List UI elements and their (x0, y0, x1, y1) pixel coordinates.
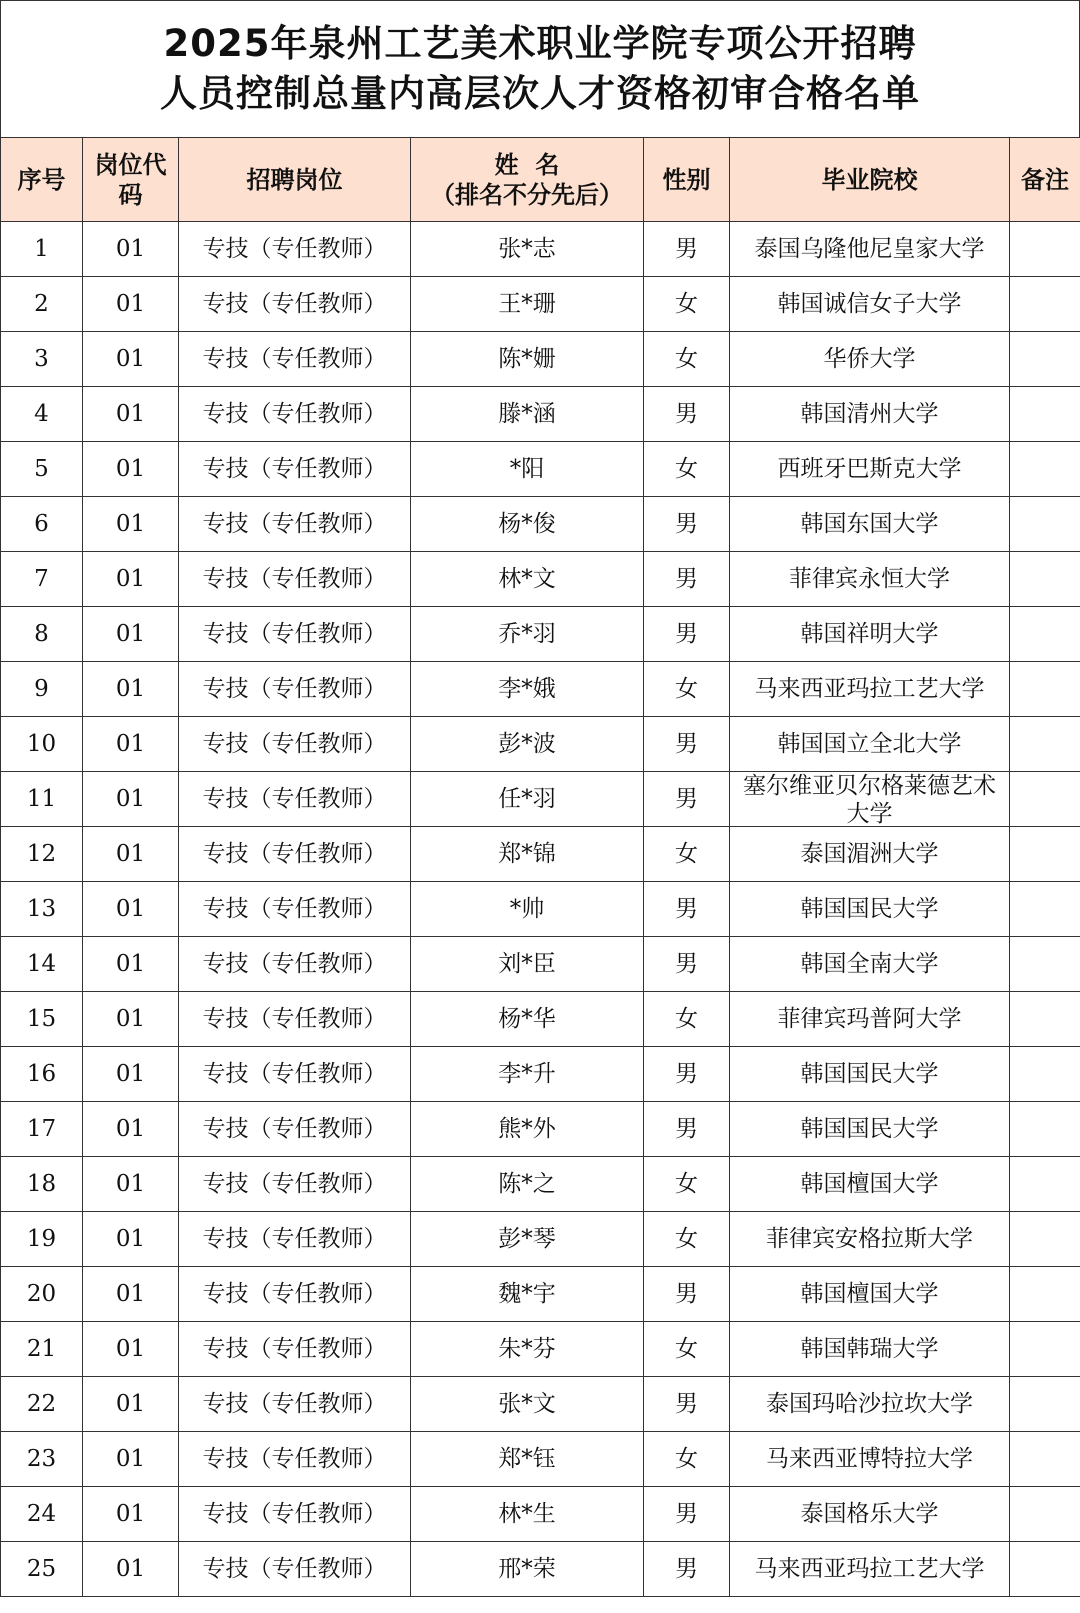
cell-seq: 3 (1, 332, 83, 387)
cell-post: 专技（专任教师） (179, 1047, 411, 1102)
cell-name: 彭*琴 (411, 1212, 644, 1267)
cell-note (1010, 1487, 1080, 1542)
cell-name: 乔*羽 (411, 607, 644, 662)
table-row (1, 1487, 1080, 1542)
table-row (1, 277, 1080, 332)
cell-name: *阳 (411, 442, 644, 497)
table-row (1, 607, 1080, 662)
cell-gender: 男 (644, 772, 730, 827)
cell-seq: 4 (1, 387, 83, 442)
cell-note (1010, 497, 1080, 552)
table-row (1, 1157, 1080, 1212)
cell-code: 01 (83, 937, 179, 992)
cell-code: 01 (83, 552, 179, 607)
cell-code: 01 (83, 1102, 179, 1157)
cell-school (730, 1542, 1010, 1597)
cell-gender: 女 (644, 332, 730, 387)
cell-note (1010, 992, 1080, 1047)
cell-seq: 15 (1, 992, 83, 1047)
cell-note (1010, 1212, 1080, 1267)
cell-school (730, 387, 1010, 442)
table-row (1, 1377, 1080, 1432)
school-text: 韩国国民大学 (800, 1116, 939, 1142)
cell-seq: 14 (1, 937, 83, 992)
title-line-1: 2025年泉州工艺美术职业学院专项公开招聘 (163, 22, 917, 65)
cell-name: 邢*荣 (411, 1542, 644, 1597)
cell-name: 彭*波 (411, 717, 644, 772)
header-gender: 性别 (644, 138, 730, 222)
school-text: 韩国诚信女子大学 (777, 291, 962, 317)
cell-seq: 20 (1, 1267, 83, 1322)
cell-gender: 女 (644, 442, 730, 497)
table-row (1, 1542, 1080, 1597)
cell-code: 01 (83, 772, 179, 827)
cell-code: 01 (83, 1322, 179, 1377)
header-name-note: （排名不分先后） (431, 180, 623, 209)
cell-school (730, 827, 1010, 882)
cell-code: 01 (83, 717, 179, 772)
table-row (1, 772, 1080, 827)
cell-post: 专技（专任教师） (179, 937, 411, 992)
cell-note (1010, 1432, 1080, 1487)
cell-seq: 25 (1, 1542, 83, 1597)
school-text: 韩国韩瑞大学 (800, 1336, 939, 1362)
cell-note (1010, 552, 1080, 607)
cell-seq: 19 (1, 1212, 83, 1267)
cell-seq: 12 (1, 827, 83, 882)
document-title (0, 0, 1080, 137)
school-text: 韩国檀国大学 (800, 1281, 939, 1307)
school-text: 华侨大学 (823, 346, 916, 372)
cell-school (730, 1157, 1010, 1212)
cell-name: 林*生 (411, 1487, 644, 1542)
cell-gender: 男 (644, 497, 730, 552)
cell-gender: 男 (644, 387, 730, 442)
cell-gender: 男 (644, 1487, 730, 1542)
cell-school (730, 772, 1010, 827)
cell-code: 01 (83, 992, 179, 1047)
cell-code: 01 (83, 387, 179, 442)
cell-name: 朱*芬 (411, 1322, 644, 1377)
school-text: 泰国乌隆他尼皇家大学 (754, 236, 985, 262)
cell-code: 01 (83, 277, 179, 332)
table-row (1, 552, 1080, 607)
cell-code: 01 (83, 827, 179, 882)
candidate-table (0, 137, 1080, 1597)
cell-school (730, 1267, 1010, 1322)
cell-school (730, 222, 1010, 277)
cell-post: 专技（专任教师） (179, 1322, 411, 1377)
school-text: 泰国玛哈沙拉坎大学 (766, 1391, 973, 1417)
table-header (1, 138, 1080, 222)
cell-note (1010, 772, 1080, 827)
cell-school (730, 1487, 1010, 1542)
cell-note (1010, 1157, 1080, 1212)
cell-post: 专技（专任教师） (179, 662, 411, 717)
school-text: 韩国檀国大学 (800, 1171, 939, 1197)
cell-code: 01 (83, 222, 179, 277)
cell-seq: 21 (1, 1322, 83, 1377)
cell-gender: 男 (644, 1047, 730, 1102)
cell-note (1010, 222, 1080, 277)
cell-seq: 18 (1, 1157, 83, 1212)
cell-seq: 24 (1, 1487, 83, 1542)
header-name-label: 姓 名 (494, 150, 560, 179)
cell-post: 专技（专任教师） (179, 717, 411, 772)
table-row (1, 937, 1080, 992)
table-row (1, 1267, 1080, 1322)
cell-gender: 男 (644, 937, 730, 992)
cell-post: 专技（专任教师） (179, 1542, 411, 1597)
school-text: 菲律宾安格拉斯大学 (766, 1226, 973, 1252)
cell-name: 郑*锦 (411, 827, 644, 882)
cell-note (1010, 1047, 1080, 1102)
cell-name: 张*志 (411, 222, 644, 277)
school-text: 韩国国民大学 (800, 896, 939, 922)
cell-name: 王*珊 (411, 277, 644, 332)
cell-school (730, 277, 1010, 332)
table-row (1, 1322, 1080, 1377)
cell-code: 01 (83, 497, 179, 552)
table-row (1, 717, 1080, 772)
cell-gender: 女 (644, 1157, 730, 1212)
cell-gender: 男 (644, 552, 730, 607)
cell-code: 01 (83, 1047, 179, 1102)
cell-name: 林*文 (411, 552, 644, 607)
cell-gender: 女 (644, 992, 730, 1047)
cell-post: 专技（专任教师） (179, 442, 411, 497)
cell-school (730, 442, 1010, 497)
cell-seq: 8 (1, 607, 83, 662)
table-row (1, 1102, 1080, 1157)
school-text: 韩国东国大学 (800, 511, 939, 537)
cell-seq: 17 (1, 1102, 83, 1157)
cell-gender: 男 (644, 717, 730, 772)
cell-note (1010, 1267, 1080, 1322)
cell-name: 刘*臣 (411, 937, 644, 992)
cell-note (1010, 607, 1080, 662)
cell-note (1010, 937, 1080, 992)
cell-note (1010, 717, 1080, 772)
school-text: 马来西亚玛拉工艺大学 (754, 676, 985, 702)
cell-name: *帅 (411, 882, 644, 937)
cell-code: 01 (83, 662, 179, 717)
cell-school (730, 1432, 1010, 1487)
school-text: 塞尔维亚贝尔格莱德艺术大学 (743, 773, 996, 826)
cell-gender: 男 (644, 222, 730, 277)
cell-school (730, 662, 1010, 717)
school-text: 韩国祥明大学 (800, 621, 939, 647)
cell-school (730, 607, 1010, 662)
header-code: 岗位代码 (83, 138, 179, 222)
cell-seq: 2 (1, 277, 83, 332)
cell-name: 魏*宇 (411, 1267, 644, 1322)
cell-seq: 6 (1, 497, 83, 552)
cell-seq: 23 (1, 1432, 83, 1487)
cell-name: 杨*华 (411, 992, 644, 1047)
cell-note (1010, 1102, 1080, 1157)
header-seq: 序号 (1, 138, 83, 222)
cell-gender: 女 (644, 1212, 730, 1267)
table-row (1, 387, 1080, 442)
cell-gender: 男 (644, 1542, 730, 1597)
cell-name: 郑*钰 (411, 1432, 644, 1487)
table-row (1, 497, 1080, 552)
cell-name: 杨*俊 (411, 497, 644, 552)
title-line-2: 人员控制总量内高层次人才资格初审合格名单 (160, 72, 920, 115)
cell-post: 专技（专任教师） (179, 552, 411, 607)
school-text: 西班牙巴斯克大学 (777, 456, 962, 482)
cell-post: 专技（专任教师） (179, 222, 411, 277)
table-row (1, 442, 1080, 497)
cell-school (730, 1322, 1010, 1377)
cell-seq: 1 (1, 222, 83, 277)
cell-name: 熊*外 (411, 1102, 644, 1157)
cell-code: 01 (83, 1157, 179, 1212)
cell-school (730, 332, 1010, 387)
cell-post: 专技（专任教师） (179, 1377, 411, 1432)
cell-school (730, 552, 1010, 607)
header-post: 招聘岗位 (179, 138, 411, 222)
cell-gender: 女 (644, 662, 730, 717)
table-body (1, 222, 1080, 1597)
cell-seq: 11 (1, 772, 83, 827)
table-row (1, 882, 1080, 937)
cell-gender: 男 (644, 1267, 730, 1322)
cell-note (1010, 882, 1080, 937)
cell-note (1010, 442, 1080, 497)
cell-note (1010, 277, 1080, 332)
cell-gender: 男 (644, 882, 730, 937)
cell-seq: 10 (1, 717, 83, 772)
cell-seq: 22 (1, 1377, 83, 1432)
cell-post: 专技（专任教师） (179, 992, 411, 1047)
cell-post: 专技（专任教师） (179, 1487, 411, 1542)
cell-school (730, 497, 1010, 552)
cell-school (730, 882, 1010, 937)
cell-post: 专技（专任教师） (179, 1212, 411, 1267)
cell-name: 李*升 (411, 1047, 644, 1102)
cell-seq: 7 (1, 552, 83, 607)
cell-name: 陈*姗 (411, 332, 644, 387)
cell-code: 01 (83, 1377, 179, 1432)
cell-code: 01 (83, 1212, 179, 1267)
cell-post: 专技（专任教师） (179, 387, 411, 442)
cell-gender: 男 (644, 607, 730, 662)
header-school: 毕业院校 (730, 138, 1010, 222)
cell-post: 专技（专任教师） (179, 277, 411, 332)
cell-school (730, 1047, 1010, 1102)
cell-name: 任*羽 (411, 772, 644, 827)
cell-note (1010, 1322, 1080, 1377)
cell-name: 滕*涵 (411, 387, 644, 442)
cell-school (730, 1212, 1010, 1267)
cell-code: 01 (83, 332, 179, 387)
cell-note (1010, 1542, 1080, 1597)
school-text: 泰国湄洲大学 (800, 841, 939, 867)
table-row (1, 1432, 1080, 1487)
cell-gender: 女 (644, 1432, 730, 1487)
cell-code: 01 (83, 1432, 179, 1487)
school-text: 泰国格乐大学 (800, 1501, 939, 1527)
school-text: 马来西亚博特拉大学 (766, 1446, 973, 1472)
header-row (1, 138, 1080, 222)
school-text: 菲律宾玛普阿大学 (777, 1006, 962, 1032)
cell-note (1010, 387, 1080, 442)
cell-note (1010, 332, 1080, 387)
school-text: 韩国国民大学 (800, 1061, 939, 1087)
cell-post: 专技（专任教师） (179, 1102, 411, 1157)
table-row (1, 332, 1080, 387)
cell-code: 01 (83, 442, 179, 497)
school-text: 马来西亚玛拉工艺大学 (754, 1556, 985, 1582)
cell-code: 01 (83, 607, 179, 662)
cell-school (730, 937, 1010, 992)
cell-post: 专技（专任教师） (179, 1432, 411, 1487)
cell-gender: 女 (644, 827, 730, 882)
cell-post: 专技（专任教师） (179, 1157, 411, 1212)
cell-post: 专技（专任教师） (179, 772, 411, 827)
cell-name: 李*娥 (411, 662, 644, 717)
cell-post: 专技（专任教师） (179, 497, 411, 552)
cell-seq: 5 (1, 442, 83, 497)
cell-school (730, 992, 1010, 1047)
cell-code: 01 (83, 882, 179, 937)
cell-note (1010, 827, 1080, 882)
table-row (1, 1047, 1080, 1102)
cell-note (1010, 662, 1080, 717)
cell-code: 01 (83, 1487, 179, 1542)
school-text: 韩国全南大学 (800, 951, 939, 977)
cell-gender: 女 (644, 277, 730, 332)
cell-name: 陈*之 (411, 1157, 644, 1212)
cell-gender: 男 (644, 1377, 730, 1432)
cell-note (1010, 1377, 1080, 1432)
cell-school (730, 1377, 1010, 1432)
table-row (1, 222, 1080, 277)
cell-seq: 13 (1, 882, 83, 937)
school-text: 韩国清州大学 (800, 401, 939, 427)
school-text: 菲律宾永恒大学 (789, 566, 950, 592)
table-row (1, 1212, 1080, 1267)
cell-school (730, 717, 1010, 772)
table-row (1, 662, 1080, 717)
cell-code: 01 (83, 1542, 179, 1597)
cell-post: 专技（专任教师） (179, 332, 411, 387)
cell-name: 张*文 (411, 1377, 644, 1432)
cell-seq: 16 (1, 1047, 83, 1102)
cell-post: 专技（专任教师） (179, 607, 411, 662)
table-row (1, 992, 1080, 1047)
cell-gender: 女 (644, 1322, 730, 1377)
cell-post: 专技（专任教师） (179, 1267, 411, 1322)
cell-gender: 男 (644, 1102, 730, 1157)
cell-post: 专技（专任教师） (179, 827, 411, 882)
cell-post: 专技（专任教师） (179, 882, 411, 937)
cell-code: 01 (83, 1267, 179, 1322)
school-text: 韩国国立全北大学 (777, 731, 962, 757)
header-name (411, 138, 644, 222)
cell-seq: 9 (1, 662, 83, 717)
header-note: 备注 (1010, 138, 1080, 222)
table-row (1, 827, 1080, 882)
cell-school (730, 1102, 1010, 1157)
